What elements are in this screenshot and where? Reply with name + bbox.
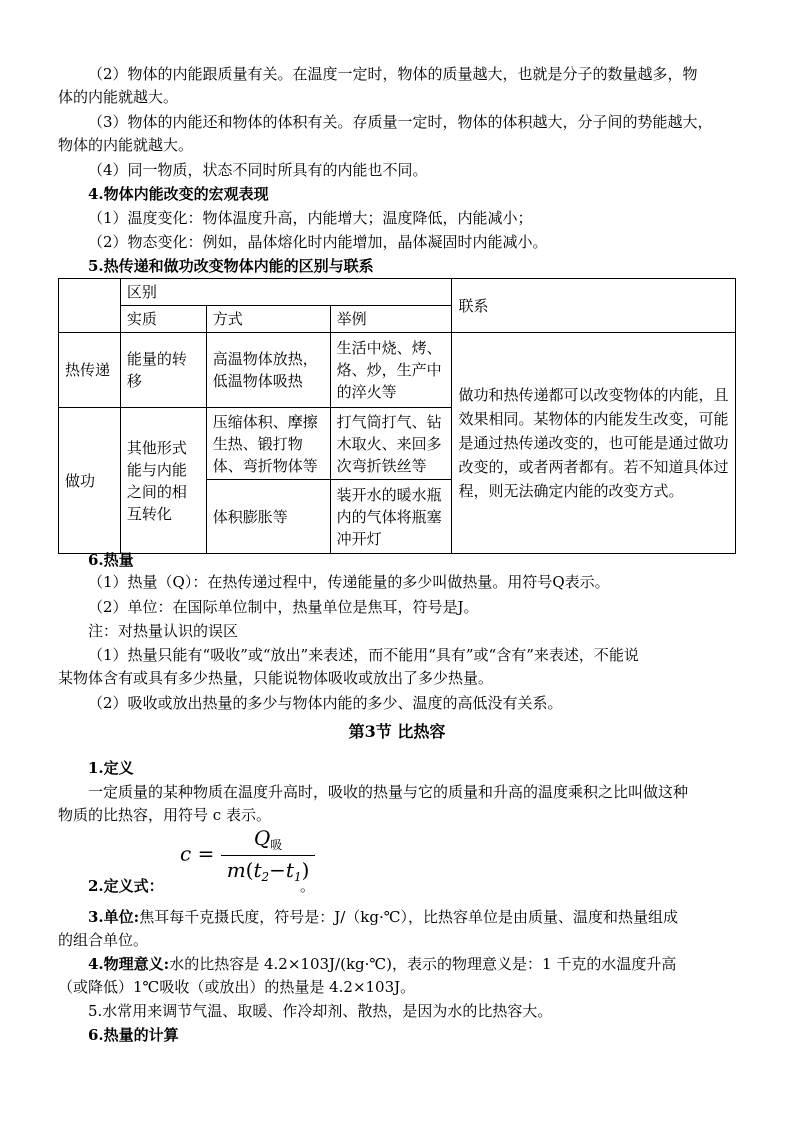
section6-item1: （1）热量（Q）：在热传递过程中，传递能量的多少叫做热量。用符号Q表示。 [88, 573, 610, 591]
formula-heading: 2.定义式： [88, 877, 164, 895]
comparison-table [58, 278, 736, 554]
row-rechuandi-label: 热传递 [59, 333, 121, 408]
unit-heading: 3.单位: [88, 908, 140, 926]
row-rechuandi-juli: 生活中烧、烤、烙、炒，生产中的淬火等 [330, 333, 452, 408]
section6-heading: 6.热量 [88, 551, 134, 569]
unit-text: 焦耳每千克摄氏度，符号是：J/（kg·℃），比热容单位是由质量、温度和热量组成 [139, 908, 679, 926]
row-zuogong-juli-a: 打气筒打气、钻木取火、来回多次弯折铁丝等 [330, 408, 452, 480]
formula-q: Q [253, 826, 271, 850]
meaning-line1 [88, 953, 676, 975]
definition-line1: 一定质量的某种物质在温度升高时，吸收的热量与它的质量和升高的温度乘积之比叫做这种 [88, 783, 689, 801]
section5-heading: 5.热传递和做功改变物体内能的区别与联系 [88, 257, 374, 275]
section6-note1-line2: 某物体含有或具有多少热量，只能说物体吸收或放出了多少热量。 [58, 669, 494, 687]
formula-t1-subscript: 1 [293, 870, 302, 884]
col-juli: 举例 [330, 306, 452, 333]
specific-heat-formula [180, 826, 315, 884]
col-shizhi: 实质 [120, 306, 206, 333]
section4-heading: 4.物体内能改变的宏观表现 [88, 185, 269, 203]
para-3-line2: 物体的内能就越大。 [58, 136, 194, 154]
section4-item1: （1）温度变化：物体温度升高，内能增大；温度降低，内能减小； [88, 209, 533, 227]
para-3-line1: （3）物体的内能还和物体的体积有关。存质量一定时，物体的体积越大，分子间的势能越大， [88, 113, 713, 131]
header-qubie: 区别 [120, 279, 452, 306]
formula-t2: t [253, 858, 262, 882]
header-lianxi: 联系 [452, 279, 736, 333]
formula-open-paren: ( [245, 858, 254, 882]
section6-item2: （2）单位：在国际单位制中，热量单位是焦耳，符号是J。 [88, 598, 479, 616]
meaning-text: 水的比热容是 4.2×103J/(kg·℃)，表示的物理意义是：1 千克的水温度升高 [169, 955, 677, 973]
formula-numerator [221, 826, 316, 856]
section4-item2: （2）物态变化：例如，晶体熔化时内能增加，晶体凝固时内能减小。 [88, 233, 548, 251]
row-zuogong-fangshi-a: 压缩体积、摩擦生热、锻打物体、弯折物体等 [206, 408, 330, 480]
section6-note: 注：对热量认识的误区 [88, 622, 239, 640]
item-5: 5.水常用来调节气温、取暖、作冷却剂、散热，是因为水的比热容大。 [88, 1002, 553, 1020]
formula-t2-subscript: 2 [261, 870, 270, 884]
formula-lhs: c [180, 841, 192, 866]
formula-close-paren: ) [301, 858, 310, 882]
row-rechuandi-shizhi: 能量的转移 [120, 333, 206, 408]
formula-m: m [226, 858, 246, 882]
meaning-line2: （或降低）1℃吸收（或放出）的热量是 4.2×103J。 [58, 978, 416, 996]
unit-line2: 的组合单位。 [58, 931, 149, 949]
table-corner-cell [59, 279, 121, 333]
col-fangshi: 方式 [206, 306, 330, 333]
row-zuogong-label: 做功 [59, 408, 121, 554]
para-2-line2: 体的内能就越大。 [58, 88, 179, 106]
formula-equals: = [197, 841, 215, 866]
row-zuogong-juli-b: 装开水的暖水瓶内的气体将瓶塞冲开灯 [330, 480, 452, 554]
calculation-heading: 6.热量的计算 [88, 1026, 179, 1044]
formula-minus: − [269, 858, 286, 882]
formula-q-subscript: 吸 [270, 838, 283, 852]
formula-t1: t [285, 858, 294, 882]
definition-heading: 1.定义 [88, 759, 134, 777]
meaning-heading: 4.物理意义: [88, 955, 170, 973]
formula-end-mark: 。 [300, 877, 316, 895]
row-rechuandi-fangshi: 高温物体放热，低温物体吸热 [206, 333, 330, 408]
para-4: （4）同一物质，状态不同时所具有的内能也不同。 [88, 161, 428, 179]
lianxi-text: 做功和热传递都可以改变物体的内能，且效果相同。某物体的内能发生改变，可能是通过热传递改变的，也可能是通过做功改变的，或者两者都有。若不知道具体过程，则无法确定内能的改变方式。 [452, 333, 736, 554]
section6-note2: （2）吸收或放出热量的多少与物体内能的多少、温度的高低没有关系。 [88, 694, 563, 712]
row-zuogong-fangshi-b: 体积膨胀等 [206, 480, 330, 554]
row-zuogong-shizhi: 其他形式能与内能之间的相互转化 [120, 408, 206, 554]
unit-line1 [88, 906, 678, 928]
para-2-line1: （2）物体的内能跟质量有关。在温度一定时，物体的质量越大，也就是分子的数量越多，物 [88, 65, 698, 83]
section6-note1-line1: （1）热量只能有“吸收”或“放出”来表述，而不能用“具有”或“含有”来表述，不能说 [88, 646, 639, 664]
definition-line2: 物质的比热容，用符号 c 表示。 [58, 806, 271, 824]
section3-title: 第3节 比热容 [348, 722, 446, 741]
